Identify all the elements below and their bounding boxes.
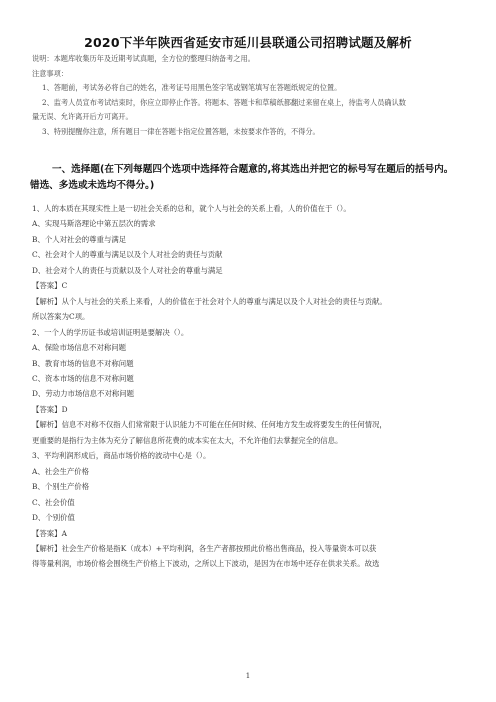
page-title: 2020下半年陕西省延安市延川县联通公司招聘试题及解析 (84, 35, 412, 50)
q1-analysis-continued: 所以答案为C项。 (32, 312, 90, 322)
q3-analysis-continued: 得等量利润，市场价格会围绕生产价格上下波动，之所以上下波动，是因为在市场中还存在供求关系。故选 (32, 559, 380, 569)
q3-answer: 【答案】A (32, 528, 67, 538)
q2-analysis-continued: 更重要的是指行为主体为充分了解信息所花费的成本实在太大，不允许他们去掌握完全的信息。 (32, 435, 343, 445)
q2-option-c: C、资本市场的信息不对称问题 (32, 373, 134, 383)
notes-item-2: 2、监考人员宣布考试结束时，你应立即停止作答。将题本、答题卡和草稿纸都翻过来留在桌上，待监考人员确认数 (42, 97, 406, 107)
q2-option-b: B、教育市场的信息不对称问题 (32, 358, 134, 368)
q2-answer: 【答案】D (32, 404, 68, 414)
q2-option-a: A、保险市场信息不对称问题 (32, 343, 127, 353)
q3-option-a: A、社会生产价格 (32, 466, 90, 476)
page-number: 1 (245, 672, 251, 680)
q3-option-c: C、社会价值 (32, 497, 75, 507)
q3-option-b: B、个别生产价格 (32, 482, 90, 492)
q3-option-d: D、个别价值 (32, 513, 75, 523)
section-heading (30, 162, 468, 194)
q1-stem: 1、人的本质在其现实性上是一切社会关系的总和，就个人与社会的关系上看，人的价值在于（）。 (32, 204, 351, 213)
q1-option-c: C、社会对个人的尊重与满足以及个人对社会的责任与贡献 (32, 250, 223, 260)
q2-analysis: 【解析】信息不对称不仅指人们常常限于认识能力不可能在任何时候、任何地方发生或将要发生的任何情况， (32, 420, 387, 430)
notes-item-2-continued: 量无误、允许离开后方可离开。 (32, 112, 133, 122)
q1-analysis: 【解析】从个人与社会的关系上来看，人的价值在于社会对个人的尊重与满足以及个人对社会的责任与贡献。 (32, 296, 387, 306)
q3-analysis: 【解析】社会生产价格是指K（成本）+平均利润，各生产者都按照此价格出售商品，投入等量资本可以获 (32, 543, 377, 553)
q2-option-d: D、劳动力市场信息不对称问题 (32, 389, 135, 399)
q1-option-b: B、个人对社会的尊重与满足 (32, 234, 127, 244)
notes-item-1: 1、答题前，考试务必将自己的姓名，准考证号用黑色签字笔或钢笔填写在答题纸规定的位置。 (42, 83, 342, 93)
questions-body (32, 201, 466, 572)
notes-block (32, 52, 464, 140)
q1-answer: 【答案】C (32, 281, 68, 291)
q2-stem: 2、一个人的学历证书或培训证明是要解决（）。 (32, 327, 189, 337)
q1-option-d: D、社会对个人的责任与贡献以及个人对社会的尊重与满足 (32, 265, 223, 275)
notes-heading: 注意事项： (32, 68, 68, 78)
notes-intro: 说明：本题库收集历年及近期考试真题，全方位的整理归纳备考之用。 (32, 54, 255, 63)
q3-stem: 3、平均利润形成后，商品市场价格的波动中心是（）。 (32, 451, 211, 461)
section-heading-line-2: 错选、多选或未选均不得分。) (30, 180, 155, 191)
section-heading-line-1: 一、选择题(在下列每题四个选项中选择符合题意的,将其选出并把它的标号写在题后的括号内。 (52, 164, 454, 175)
notes-item-3: 3、特别提醒你注意，所有题目一律在答题卡指定位置答题，未按要求作答的，不得分。 (42, 126, 320, 136)
q1-option-a: A、实现马斯洛理论中第五层次的需求 (32, 219, 156, 229)
